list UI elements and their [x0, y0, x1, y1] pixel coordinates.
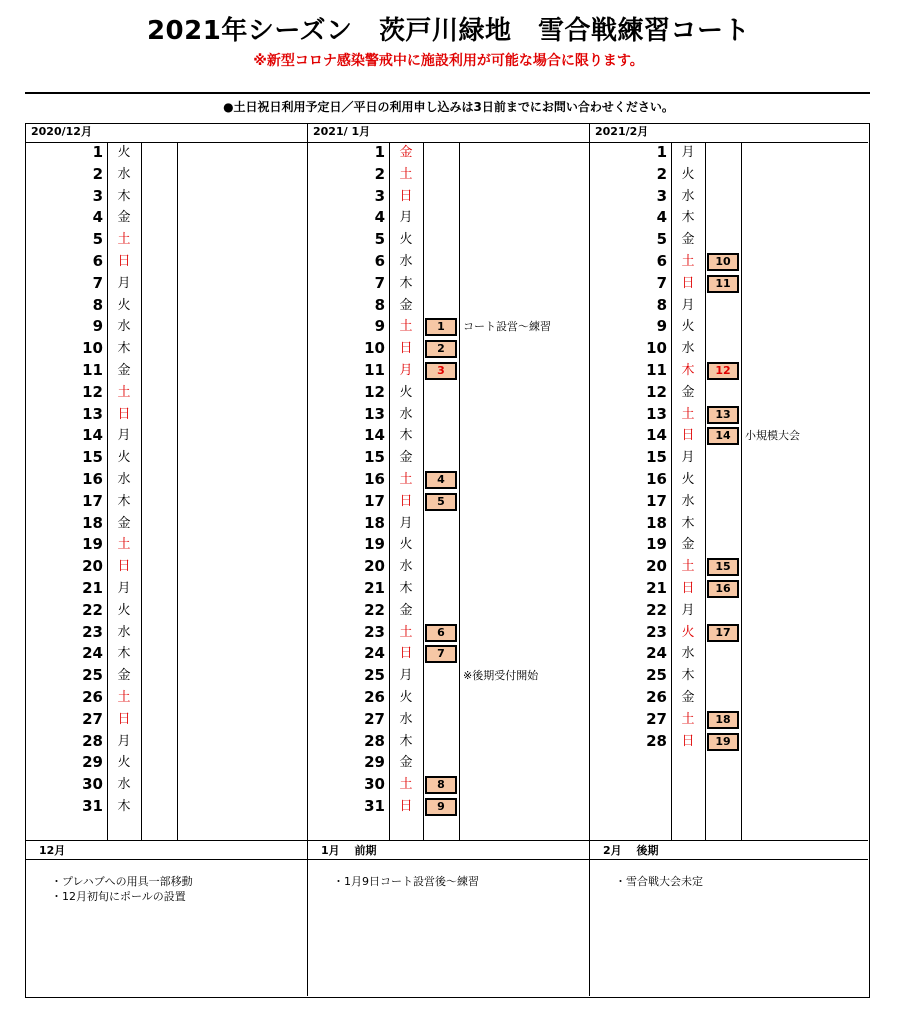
- session-number-badge: 19: [707, 733, 739, 751]
- session-number-badge: 18: [707, 711, 739, 729]
- day-number: 18: [364, 513, 385, 532]
- weekday-label: 金: [117, 363, 131, 378]
- weekday-label: 日: [399, 341, 413, 357]
- day-number: 23: [364, 622, 385, 641]
- day-number: 1: [656, 143, 667, 161]
- memo-header: 2月 後期: [603, 844, 659, 857]
- month-header: 2021/ 1月: [313, 125, 371, 138]
- day-number: 12: [82, 382, 103, 401]
- memo-header: 12月: [39, 844, 66, 857]
- day-number: 17: [646, 491, 667, 510]
- day-number: 30: [364, 775, 385, 794]
- day-number: 12: [646, 382, 667, 401]
- weekday-label: 火: [681, 319, 695, 335]
- day-number: 16: [82, 470, 103, 488]
- day-number: 23: [646, 622, 667, 641]
- booking-notice: ●土日祝日利用予定日／平日の利用申し込みは3日前までにお問い合わせください。: [223, 100, 674, 114]
- weekday-label: 水: [117, 624, 131, 640]
- day-number: 10: [82, 339, 103, 358]
- weekday-label: 土: [681, 559, 695, 575]
- weekday-label: 木: [399, 428, 413, 444]
- day-number: 9: [656, 317, 667, 336]
- day-number: 15: [646, 448, 667, 467]
- weekday-label: 火: [117, 450, 131, 466]
- day-number: 28: [364, 731, 385, 750]
- day-number: 20: [364, 557, 385, 576]
- weekday-label: 金: [399, 145, 413, 160]
- weekday-label: 火: [117, 755, 131, 771]
- session-number-badge: 11: [707, 275, 739, 293]
- day-number: 11: [646, 361, 667, 379]
- session-number-badge: 1: [425, 318, 457, 336]
- session-number-badge: 16: [707, 580, 739, 598]
- weekday-label: 金: [117, 668, 131, 684]
- weekday-label: 日: [399, 493, 413, 509]
- day-number: 14: [82, 426, 103, 445]
- memo-header: 1月 前期: [321, 844, 377, 857]
- day-number: 18: [646, 513, 667, 532]
- day-number: 3: [656, 186, 667, 205]
- day-number: 6: [656, 252, 667, 270]
- day-number: 13: [364, 404, 385, 423]
- weekday-label: 日: [399, 646, 413, 662]
- weekday-label: 土: [399, 624, 413, 640]
- weekday-label: 日: [399, 188, 413, 204]
- session-number-badge: 15: [707, 558, 739, 576]
- session-number-badge: 4: [425, 471, 457, 489]
- weekday-label: 金: [399, 602, 413, 618]
- day-number: 22: [82, 600, 103, 619]
- session-number-badge: 5: [425, 493, 457, 511]
- month-header: 2020/12月: [31, 125, 92, 138]
- memo-line: ・12月初旬にポールの設置: [51, 890, 186, 903]
- day-number: 9: [374, 317, 385, 336]
- day-number: 27: [82, 709, 103, 728]
- weekday-label: 月: [681, 297, 695, 313]
- weekday-label: 土: [117, 384, 131, 400]
- grid-line: [423, 142, 424, 840]
- weekday-label: 水: [117, 777, 131, 793]
- weekday-label: 土: [117, 232, 131, 248]
- page-title: 2021年シーズン 茨戸川緑地 雪合戦練習コート: [146, 16, 751, 46]
- session-number-badge: 10: [707, 253, 739, 271]
- day-number: 4: [374, 208, 385, 227]
- session-number-badge: 8: [425, 776, 457, 794]
- day-number: 16: [364, 470, 385, 488]
- weekday-label: 金: [399, 297, 413, 313]
- weekday-label: 火: [681, 166, 695, 182]
- day-number: 27: [646, 709, 667, 728]
- day-number: 5: [92, 230, 103, 249]
- weekday-label: 木: [117, 493, 131, 509]
- day-number: 29: [82, 753, 103, 772]
- weekday-label: 火: [117, 145, 131, 160]
- day-number: 9: [92, 317, 103, 336]
- weekday-label: 土: [681, 406, 695, 422]
- day-number: 19: [82, 535, 103, 554]
- weekday-label: 日: [399, 799, 413, 814]
- weekday-label: 木: [399, 275, 413, 291]
- day-note: 小規模大会: [745, 429, 800, 443]
- day-number: 29: [364, 753, 385, 772]
- weekday-label: 月: [681, 450, 695, 466]
- weekday-label: 木: [399, 581, 413, 596]
- weekday-label: 火: [681, 472, 695, 487]
- day-number: 8: [92, 295, 103, 314]
- memo-line: ・プレハブへの用具一部移動: [51, 875, 193, 888]
- day-note: ※後期受付開始: [463, 669, 539, 683]
- session-number-badge: 14: [707, 427, 739, 445]
- weekday-label: 木: [117, 188, 131, 204]
- day-number: 2: [656, 164, 667, 183]
- weekday-label: 月: [681, 145, 695, 160]
- day-number: 21: [82, 579, 103, 597]
- weekday-label: 火: [681, 624, 695, 640]
- weekday-label: 水: [681, 341, 695, 357]
- weekday-label: 火: [117, 297, 131, 313]
- day-number: 24: [364, 644, 385, 663]
- day-number: 31: [82, 797, 103, 815]
- day-number: 31: [364, 797, 385, 815]
- weekday-label: 月: [399, 210, 413, 226]
- day-number: 5: [374, 230, 385, 249]
- session-number-badge: 6: [425, 624, 457, 642]
- weekday-label: 金: [681, 690, 695, 705]
- header-rule: [25, 142, 868, 143]
- day-number: 17: [364, 491, 385, 510]
- grid-line: [107, 142, 108, 840]
- day-number: 2: [374, 164, 385, 183]
- weekday-label: 日: [681, 733, 695, 749]
- day-number: 25: [364, 666, 385, 685]
- weekday-label: 木: [681, 515, 695, 531]
- session-number-badge: 13: [707, 406, 739, 424]
- day-number: 21: [646, 579, 667, 597]
- weekday-label: 日: [117, 711, 131, 727]
- weekday-label: 金: [399, 450, 413, 466]
- grid-line: [741, 142, 742, 840]
- day-number: 7: [656, 273, 667, 292]
- day-number: 28: [646, 731, 667, 750]
- weekday-label: 木: [681, 210, 695, 226]
- weekday-label: 金: [681, 232, 695, 248]
- day-number: 19: [364, 535, 385, 554]
- weekday-label: 水: [117, 166, 131, 182]
- weekday-label: 水: [399, 711, 413, 727]
- weekday-label: 火: [399, 384, 413, 400]
- session-number-badge: 12: [707, 362, 739, 380]
- day-number: 24: [646, 644, 667, 663]
- day-number: 4: [92, 208, 103, 227]
- column-divider: [589, 123, 590, 996]
- covid-notice: ※新型コロナ感染警戒中に施設利用が可能な場合に限ります。: [253, 53, 644, 69]
- day-number: 15: [82, 448, 103, 467]
- weekday-label: 金: [117, 515, 131, 531]
- grid-line: [459, 142, 460, 840]
- day-number: 17: [82, 491, 103, 510]
- grid-line: [671, 142, 672, 840]
- weekday-label: 月: [117, 581, 131, 596]
- grid-line: [177, 142, 178, 840]
- weekday-label: 水: [399, 559, 413, 575]
- day-number: 4: [656, 208, 667, 227]
- day-number: 13: [82, 404, 103, 423]
- weekday-label: 月: [117, 428, 131, 444]
- weekday-label: 火: [399, 537, 413, 553]
- weekday-label: 日: [117, 254, 131, 269]
- grid-line: [705, 142, 706, 840]
- day-number: 24: [82, 644, 103, 663]
- session-number-badge: 7: [425, 645, 457, 663]
- day-number: 18: [82, 513, 103, 532]
- weekday-label: 木: [399, 733, 413, 749]
- weekday-label: 火: [117, 602, 131, 618]
- weekday-label: 木: [681, 363, 695, 378]
- grid-line: [141, 142, 142, 840]
- weekday-label: 水: [117, 319, 131, 335]
- day-number: 16: [646, 470, 667, 488]
- day-number: 6: [92, 252, 103, 270]
- weekday-label: 金: [681, 384, 695, 400]
- day-number: 10: [364, 339, 385, 358]
- day-note: コート設営～練習: [463, 320, 551, 334]
- weekday-label: 日: [117, 406, 131, 422]
- weekday-label: 土: [681, 254, 695, 269]
- weekday-label: 月: [681, 602, 695, 618]
- weekday-label: 土: [399, 472, 413, 487]
- day-number: 20: [646, 557, 667, 576]
- day-number: 5: [656, 230, 667, 249]
- memo-header-rule: [25, 859, 868, 860]
- weekday-label: 土: [399, 777, 413, 793]
- weekday-label: 金: [681, 537, 695, 553]
- weekday-label: 月: [399, 515, 413, 531]
- weekday-label: 月: [117, 733, 131, 749]
- day-number: 30: [82, 775, 103, 794]
- day-number: 19: [646, 535, 667, 554]
- day-number: 23: [82, 622, 103, 641]
- weekday-label: 月: [117, 275, 131, 291]
- day-number: 2: [92, 164, 103, 183]
- grid-line: [389, 142, 390, 840]
- day-number: 11: [364, 361, 385, 379]
- weekday-label: 日: [681, 428, 695, 444]
- weekday-label: 日: [681, 275, 695, 291]
- weekday-label: 土: [117, 537, 131, 553]
- weekday-label: 水: [681, 493, 695, 509]
- day-number: 8: [656, 295, 667, 314]
- day-number: 3: [92, 186, 103, 205]
- day-number: 26: [82, 688, 103, 706]
- day-number: 25: [646, 666, 667, 685]
- weekday-label: 水: [117, 472, 131, 487]
- session-number-badge: 3: [425, 362, 457, 380]
- day-number: 6: [374, 252, 385, 270]
- weekday-label: 木: [681, 668, 695, 684]
- day-number: 25: [82, 666, 103, 685]
- weekday-label: 土: [399, 166, 413, 182]
- day-number: 28: [82, 731, 103, 750]
- day-number: 15: [364, 448, 385, 467]
- day-number: 22: [364, 600, 385, 619]
- day-number: 26: [646, 688, 667, 706]
- day-number: 7: [92, 273, 103, 292]
- weekday-label: 金: [117, 210, 131, 226]
- weekday-label: 金: [399, 755, 413, 771]
- weekday-label: 水: [681, 188, 695, 204]
- memo-line: ・1月9日コート設営後～練習: [333, 875, 479, 888]
- session-number-badge: 17: [707, 624, 739, 642]
- memo-line: ・雪合戦大会未定: [615, 875, 703, 888]
- session-number-badge: 2: [425, 340, 457, 358]
- column-divider: [307, 123, 308, 996]
- day-number: 1: [92, 143, 103, 161]
- day-number: 26: [364, 688, 385, 706]
- weekday-label: 木: [117, 341, 131, 357]
- session-number-badge: 9: [425, 798, 457, 816]
- divider: [25, 92, 870, 94]
- weekday-label: 土: [399, 319, 413, 335]
- day-number: 14: [646, 426, 667, 445]
- calendar-frame: [25, 123, 870, 998]
- day-number: 13: [646, 404, 667, 423]
- day-number: 11: [82, 361, 103, 379]
- day-number: 21: [364, 579, 385, 597]
- day-number: 14: [364, 426, 385, 445]
- weekday-label: 火: [399, 690, 413, 705]
- day-number: 1: [374, 143, 385, 161]
- day-number: 27: [364, 709, 385, 728]
- weekday-label: 日: [681, 581, 695, 596]
- day-number: 22: [646, 600, 667, 619]
- weekday-label: 火: [399, 232, 413, 248]
- weekday-label: 土: [681, 711, 695, 727]
- day-number: 8: [374, 295, 385, 314]
- weekday-label: 日: [117, 559, 131, 575]
- day-number: 3: [374, 186, 385, 205]
- weekday-label: 月: [399, 363, 413, 378]
- weekday-label: 水: [681, 646, 695, 662]
- month-header: 2021/2月: [595, 125, 649, 138]
- day-number: 7: [374, 273, 385, 292]
- day-number: 10: [646, 339, 667, 358]
- weekday-label: 木: [117, 799, 131, 814]
- weekday-label: 水: [399, 254, 413, 269]
- weekday-label: 木: [117, 646, 131, 662]
- day-number: 12: [364, 382, 385, 401]
- weekday-label: 月: [399, 668, 413, 684]
- weekday-label: 水: [399, 406, 413, 422]
- calendar-bottom-rule: [25, 840, 868, 841]
- day-number: 20: [82, 557, 103, 576]
- weekday-label: 土: [117, 690, 131, 705]
